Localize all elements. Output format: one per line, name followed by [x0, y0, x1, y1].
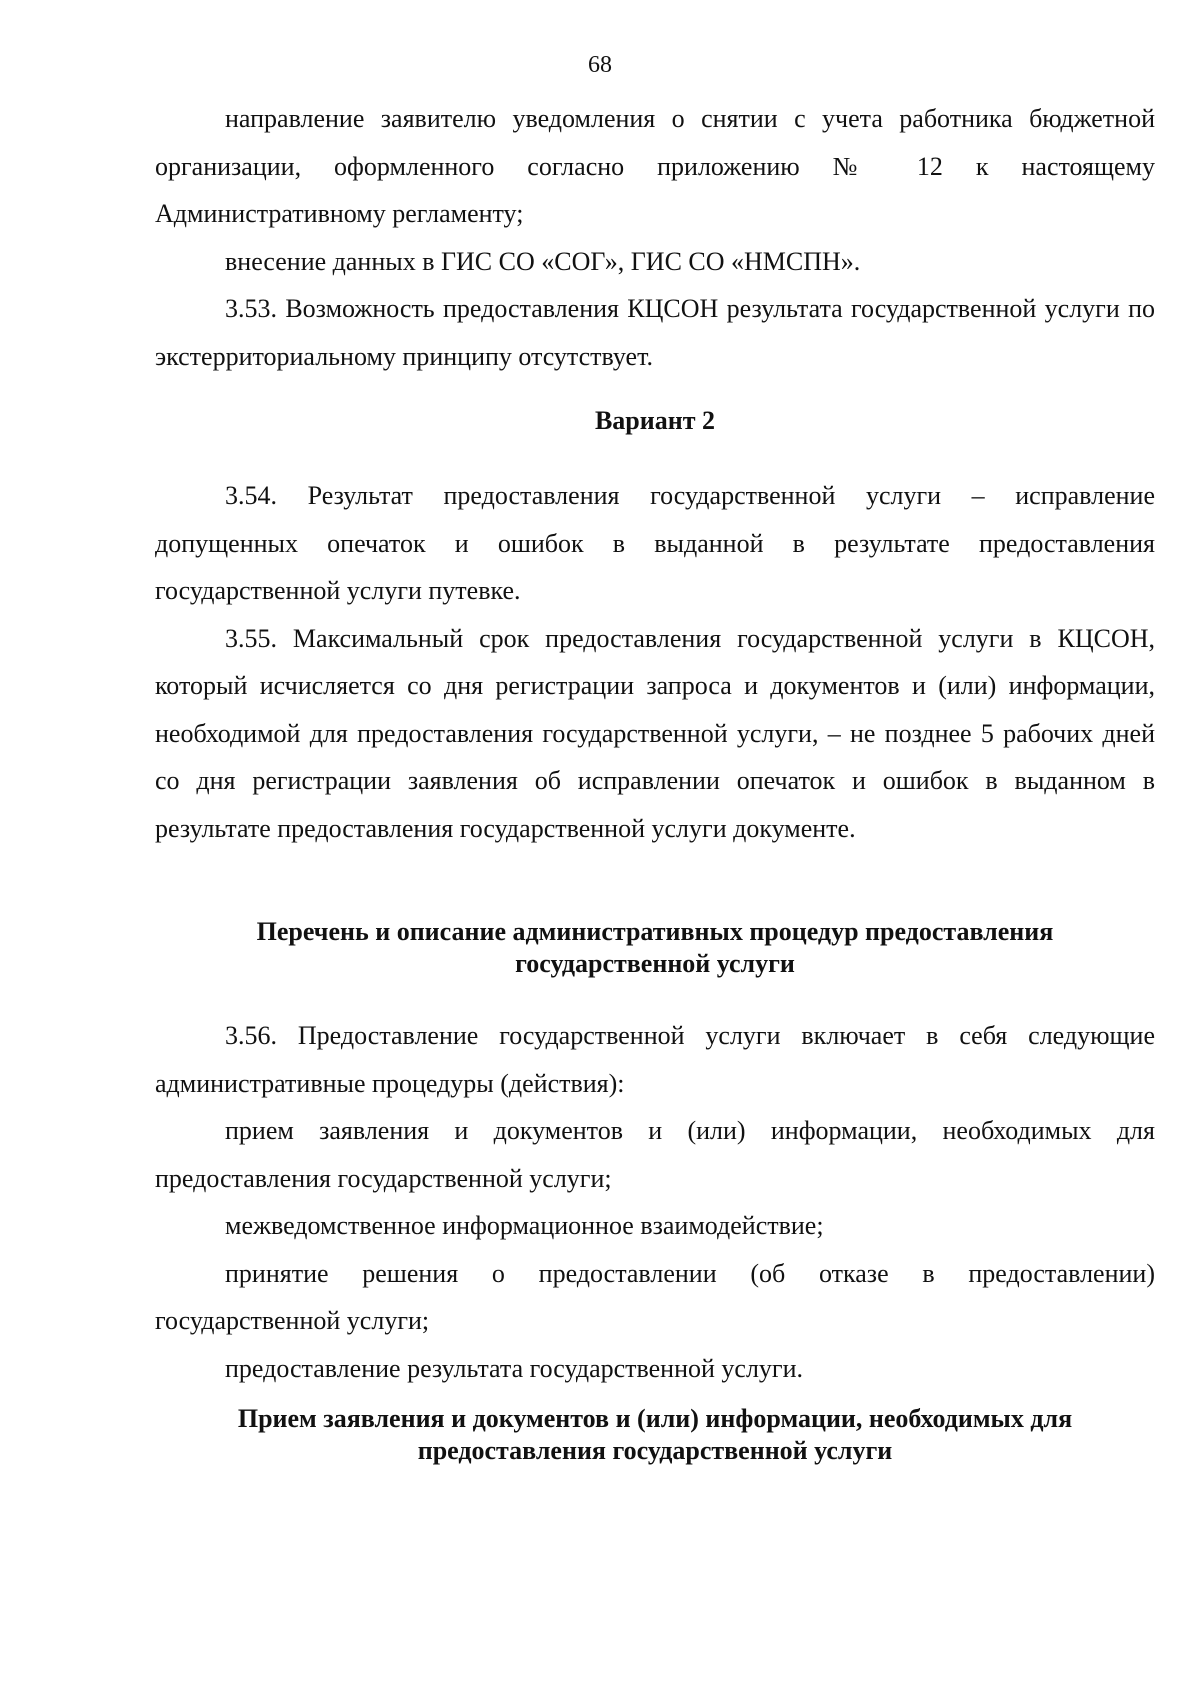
- heading-variant-2: Вариант 2: [594, 406, 716, 435]
- heading-reception-line-1: Прием заявления и документов и (или) информации, необходимых для: [237, 1404, 1073, 1433]
- heading-procedures-line-1: Перечень и описание административных процедур предоставления: [256, 917, 1054, 946]
- heading-reception-line-2: предоставления государственной услуги: [417, 1436, 893, 1465]
- list-item-reception: прием заявления и документов и (или) информации, необходимых для предоставления государственной услуги;: [155, 1116, 1155, 1193]
- list-item-result: предоставление результата государственной услуги.: [225, 1353, 804, 1383]
- text-block-3: [155, 1012, 1155, 1392]
- text-block-1: [155, 95, 1155, 380]
- paragraph-notification: направление заявителю уведомления о снятии с учета работника бюджетной организации, оформленного согласно приложению № 12 к настоящему Административному регламенту;: [155, 104, 1155, 228]
- list-item-decision: принятие решения о предоставлении (об отказе в предоставлении) государственной услуги;: [155, 1258, 1155, 1335]
- heading-procedures: [155, 916, 1155, 980]
- text-block-2: [155, 472, 1155, 852]
- page-number: 68: [588, 52, 612, 78]
- paragraph-3-55: 3.55. Максимальный срок предоставления государственной услуги в КЦСОН, который исчисляется со дня регистрации запроса и документов и (или) информации, необходимой для предоставления государственной услуги, – не позднее 5 рабочих дней со дня регистрации заявления об исправлении опечаток и ошибок в выданном в результате предоставления государственной услуги документе.: [155, 623, 1155, 843]
- heading-procedures-line-2: государственной услуги: [515, 949, 795, 978]
- paragraph-3-54: 3.54. Результат предоставления государственной услуги – исправление допущенных опечаток и ошибок в выданной в результате предоставления государственной услуги путевке.: [155, 481, 1155, 605]
- list-item-interagency: межведомственное информационное взаимодействие;: [225, 1211, 824, 1240]
- paragraph-3-53: 3.53. Возможность предоставления КЦСОН результата государственной услуги по экстерриториальному принципу отсутствует.: [155, 294, 1155, 371]
- paragraph-data-entry: внесение данных в ГИС СО «СОГ», ГИС СО «НМСПН».: [225, 246, 861, 276]
- heading-reception: [155, 1403, 1155, 1467]
- paragraph-3-56: 3.56. Предоставление государственной услуги включает в себя следующие административные процедуры (действия):: [155, 1021, 1155, 1098]
